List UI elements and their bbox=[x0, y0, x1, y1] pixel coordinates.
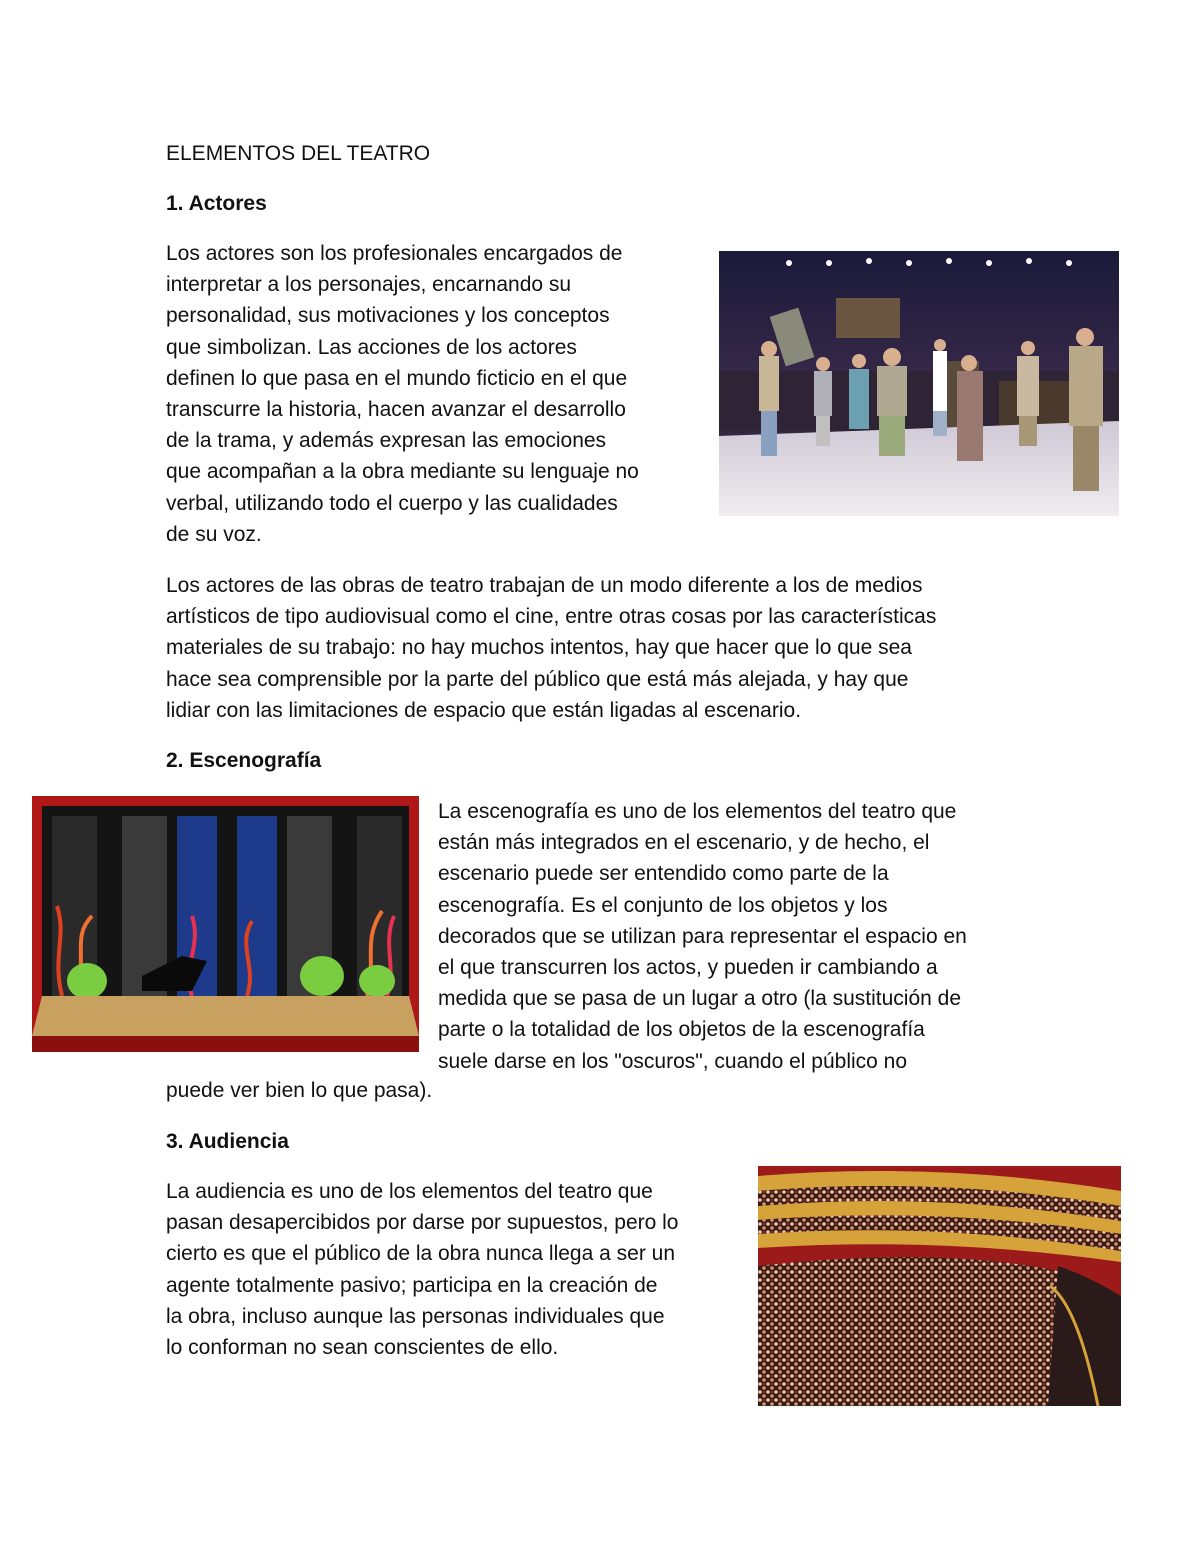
section-heading-audiencia: 3. Audiencia bbox=[166, 1130, 289, 1153]
section-heading-actores: 1. Actores bbox=[166, 192, 267, 215]
escenografia-paragraph-tail: puede ver bien lo que pasa). bbox=[166, 1079, 433, 1102]
actores-paragraph-2: Los actores de las obras de teatro trabajan de un modo diferente a los de medios artísticos de tipo audiovisual como el cine, entre otras cosas por las características materiales de su trabajo: no hay muchos intentos, hay que hacer que lo que sea hace sea comprensible por la parte del público que está más alejada, y hay que lidiar con las limitaciones de espacio que están ligadas al escenario. bbox=[166, 574, 937, 722]
actores-paragraph-1: Los actores son los profesionales encargados de interpretar a los personajes, encarnando su personalidad, sus motivaciones y los conceptos que simbolizan. Las acciones de los actores definen lo que pasa en el mundo ficticio en el que transcurre la historia, hacen avanzar el desarrollo de la trama, y además expresan las emociones que acompañan a la obra mediante su lenguaje no verbal, utilizando todo el cuerpo y las cualidades de su voz. bbox=[166, 242, 639, 546]
escenografia-paragraph-1: La escenografía es uno de los elementos del teatro que están más integrados en el escenario, y de hecho, el escenario puede ser entendido como parte de la escenografía. Es el conjunto de los objetos y los decorados que se utilizan para representar el espacio en el que transcurren los actos, y pueden ir cambiando a medida que se pasa de un lugar a otro (la sustitución de parte o la totalidad de los objetos de la escenografía suele darse en los "oscuros", cuando el público no bbox=[438, 800, 967, 1073]
scenery-stage-photo bbox=[32, 796, 419, 1052]
audiencia-paragraph-1: La audiencia es uno de los elementos del teatro que pasan desapercibidos por darse por supuestos, pero lo cierto es que el público de la obra nunca llega a ser un agente totalmente pasivo; participa en la creación de la obra, incluso aunque las personas individuales que lo conforman no sean conscientes de ello. bbox=[166, 1180, 679, 1360]
section-heading-escenografia: 2. Escenografía bbox=[166, 749, 322, 772]
document-title: ELEMENTOS DEL TEATRO bbox=[166, 142, 431, 165]
audience-theatre-photo bbox=[758, 1166, 1121, 1406]
actors-stage-photo bbox=[719, 251, 1119, 516]
